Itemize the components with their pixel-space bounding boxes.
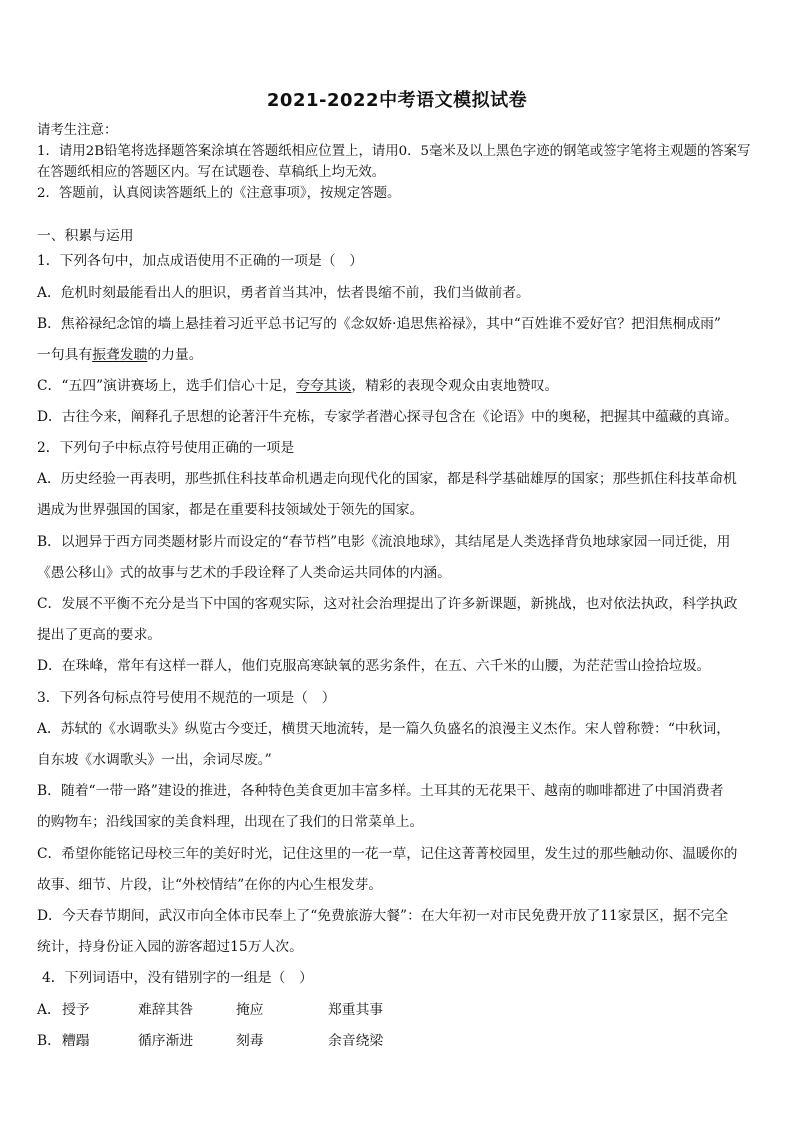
q2-option-d: D．在珠峰，常年有这样一群人，他们克服高寒缺氧的恶劣条件，在五、六千米的山腰，为茫茫雪山捡拾垃圾。 bbox=[37, 658, 711, 674]
q2-option-b-line2: 《愚公移山》式的故事与艺术的手段诠释了人类命运共同体的内涵。 bbox=[37, 565, 451, 581]
q4-a-word-4: 郑重其事 bbox=[328, 1002, 384, 1018]
q1-option-b-line1: B．焦裕禄纪念馆的墙上悬挂着习近平总书记写的《念奴娇·追思焦裕禄》，其中“百姓谁不爱好官？把泪焦桐成雨” bbox=[37, 316, 721, 332]
q3-option-c-line2: 故事、细节、片段，让“外校情结”在你的内心生根发芽。 bbox=[37, 877, 383, 893]
q3-stem: 3．下列各句标点符号使用不规范的一项是（ ） bbox=[37, 690, 336, 706]
q3-option-d-line2: 统计，持身份证入园的游客超过15万人次。 bbox=[37, 939, 303, 955]
section-heading: 一、积累与运用 bbox=[37, 228, 134, 244]
q1-option-d: D．古往今来，阐释孔子思想的论著汗牛充栋，专家学者潜心探寻包含在《论语》中的奥秘，把握其中蕴藏的真谛。 bbox=[37, 409, 738, 425]
q2-option-c-line1: C．发展不平衡不充分是当下中国的客观实际，这对社会治理提出了许多新课题，新挑战，也对依法执政，科学执政 bbox=[37, 596, 738, 612]
q4-b-word-1: 糟蹋 bbox=[62, 1033, 90, 1049]
q1-b-idiom: 振聋发聩 bbox=[92, 347, 148, 363]
q3-option-c-line1: C．希望你能铭记母校三年的美好时光，记住这里的一花一草，记住这菁菁校园里，发生过的那些触动你、温暖你的 bbox=[37, 846, 738, 862]
q1-option-c bbox=[37, 374, 759, 394]
q2-option-b-line1: B．以迥异于西方同类题材影片而设定的“春节档”电影《流浪地球》，其结尾是人类选择背负地球家园一同迁徙，用 bbox=[37, 534, 731, 550]
q3-option-b-line1: B．随着“一带一路”建设的推进，各种特色美食更加丰富多样。土耳其的无花果干、越南的咖啡都进了中国消费者 bbox=[37, 783, 724, 799]
notice-item-2: 2．答题前，认真阅读答题纸上的《注意事项》，按规定答题。 bbox=[37, 186, 401, 201]
q2-option-c-line2: 提出了更高的要求。 bbox=[37, 627, 162, 643]
q1-option-b-line2 bbox=[37, 343, 759, 363]
q4-a-word-1: 授予 bbox=[62, 1002, 90, 1018]
q4-b-word-2: 循序渐进 bbox=[138, 1033, 194, 1049]
q1-c-post: ，精彩的表现令观众由衷地赞叹。 bbox=[351, 378, 559, 394]
q2-option-a-line2: 遇成为世界强国的国家，都是在重要科技领域处于领先的国家。 bbox=[37, 502, 424, 518]
q1-stem: 1．下列各句中，加点成语使用不正确的一项是（ ） bbox=[37, 253, 364, 269]
q4-a-label: A． bbox=[37, 1002, 61, 1018]
q1-b-post: 的力量。 bbox=[147, 347, 203, 363]
notice-heading: 请考生注意： bbox=[37, 123, 118, 138]
q1-b-pre: 一句具有 bbox=[37, 347, 93, 363]
q1-c-pre: C．“五四”演讲赛场上，选手们信心十足， bbox=[37, 378, 297, 394]
q1-option-a: A．危机时刻最能看出人的胆识，勇者首当其冲，怯者畏缩不前，我们当做前者。 bbox=[37, 285, 530, 301]
q4-a-word-3: 掩应 bbox=[236, 1002, 264, 1018]
q4-a-word-2: 难辞其咎 bbox=[138, 1002, 194, 1018]
notice-block bbox=[37, 120, 759, 204]
q4-b-word-4: 余音绕梁 bbox=[328, 1033, 384, 1049]
q4-b-label: B． bbox=[37, 1033, 61, 1049]
q3-option-a-line1: A．苏轼的《水调歌头》纵览古今变迁，横贯天地流转，是一篇久负盛名的浪漫主义杰作。宋人曾称赞：“中秋词， bbox=[37, 721, 731, 737]
q1-c-idiom: 夸夸其谈 bbox=[296, 378, 352, 394]
q3-option-d-line1: D．今天春节期间，武汉市向全体市民奉上了“免费旅游大餐”：在大年初一对市民免费开放了11家景区，据不完全 bbox=[37, 908, 729, 924]
q2-stem: 2．下列句子中标点符号使用正确的一项是 bbox=[37, 440, 295, 456]
page-title: 2021-2022中考语文模拟试卷 bbox=[266, 90, 528, 111]
q3-option-a-line2: 自东坡《水调歌头》一出，余词尽废。” bbox=[37, 752, 272, 768]
notice-item-1: 1．请用2B铅笔将选择题答案涂填在答题纸相应位置上，请用0．5毫米及以上黑色字迹的钢笔或签字笔将主观题的答案写在答题纸相应的答题区内。写在试题卷、草稿纸上均无效。 bbox=[37, 144, 751, 180]
q4-b-word-3: 刻毒 bbox=[236, 1033, 264, 1049]
q3-option-b-line2: 的购物车；沿线国家的美食料理，出现在了我们的日常菜单上。 bbox=[37, 814, 424, 830]
q4-stem: 4．下列词语中，没有错别字的一组是（ ） bbox=[42, 970, 313, 986]
q2-option-a-line1: A．历史经验一再表明，那些抓住科技革命机遇走向现代化的国家，都是科学基础雄厚的国家；那些抓住科技革命机 bbox=[37, 471, 737, 487]
